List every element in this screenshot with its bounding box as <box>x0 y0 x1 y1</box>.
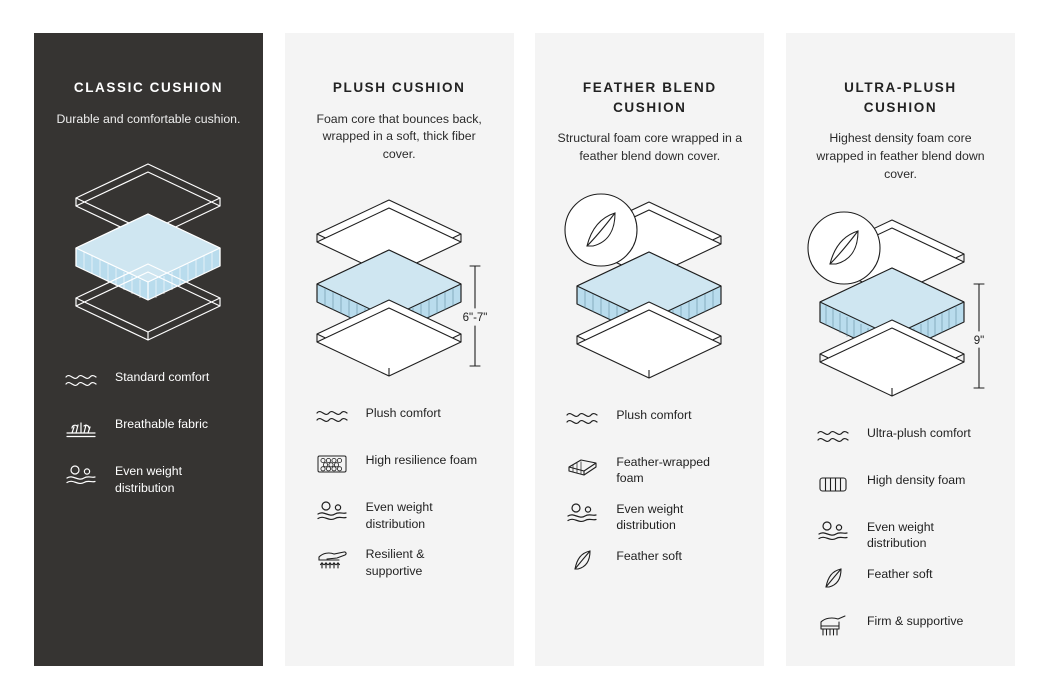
feature-item <box>60 412 241 459</box>
foam-block-icon <box>561 451 603 481</box>
dimension-label: 9" <box>973 334 985 347</box>
wave-comfort-icon <box>561 404 603 434</box>
layer-stack-illustration <box>285 178 514 383</box>
feature-item <box>561 544 742 591</box>
feature-label: Resilient & supportive <box>365 547 425 578</box>
leaf-icon <box>561 545 603 575</box>
weight-distribution-icon <box>311 496 353 526</box>
cushion-layer-diagram-feather <box>535 180 764 385</box>
feature-label: Plush comfort <box>365 406 441 421</box>
feature-item <box>311 448 492 495</box>
density-foam-icon <box>812 469 854 499</box>
firm-support-icon <box>812 610 854 640</box>
card-title: CLASSIC CUSHION <box>73 80 224 95</box>
feature-label: Feather soft <box>616 548 682 563</box>
feature-label: Feather soft <box>866 566 933 581</box>
support-hand-icon <box>311 543 353 573</box>
card-title: FEATHER BLEND CUSHION <box>582 80 717 115</box>
leaf-icon <box>812 563 854 593</box>
feature-item <box>561 497 742 544</box>
layer-stack-illustration <box>535 180 764 385</box>
feature-item <box>812 609 993 656</box>
card-description: Foam core that bounces back, wrapped in a soft, thick fiber cover. <box>316 111 482 162</box>
feature-label: Plush comfort <box>616 407 692 422</box>
feature-list <box>285 401 514 589</box>
feature-label: High resilience foam <box>365 453 478 468</box>
feature-label: Firm & supportive <box>866 613 964 628</box>
card-ultra-plush-cushion <box>786 33 1015 666</box>
card-title: ULTRA-PLUSH CUSHION <box>844 80 957 115</box>
feature-label: Even weight distribution <box>115 464 182 495</box>
feature-list <box>786 421 1015 656</box>
breathable-fabric-icon <box>60 413 102 443</box>
wave-comfort-icon <box>311 402 353 432</box>
cushion-layer-diagram-plush <box>285 178 514 383</box>
card-title: PLUSH CUSHION <box>332 80 466 95</box>
feature-label: Breathable fabric <box>115 417 208 432</box>
feature-list <box>535 403 764 591</box>
feature-item <box>311 495 492 542</box>
wave-comfort-icon <box>60 366 102 396</box>
card-description: Highest density foam core wrapped in feather blend down cover. <box>816 131 985 181</box>
feature-item <box>561 403 742 450</box>
layer-stack-illustration <box>786 198 1015 403</box>
leaf-badge <box>808 212 880 284</box>
cushion-layer-diagram-classic <box>34 142 263 347</box>
feature-item <box>561 450 742 497</box>
feature-item <box>812 421 993 468</box>
card-feather-blend-cushion <box>535 33 764 666</box>
weight-distribution-icon <box>60 460 102 490</box>
card-classic-cushion <box>34 33 263 666</box>
feature-item <box>60 459 241 506</box>
feature-item <box>812 515 993 562</box>
honeycomb-foam-icon <box>311 449 353 479</box>
weight-distribution-icon <box>812 516 854 546</box>
weight-distribution-icon <box>561 498 603 528</box>
dimension-label: 6"-7" <box>462 312 488 325</box>
feature-item <box>812 468 993 515</box>
feature-list <box>34 365 263 506</box>
feature-label: Even weight distribution <box>365 500 433 531</box>
feature-item <box>812 562 993 609</box>
card-description: Durable and comfortable cushion. <box>56 111 241 126</box>
wave-comfort-icon <box>812 422 854 452</box>
cushion-layer-diagram-ultra-plush <box>786 198 1015 403</box>
card-plush-cushion <box>285 33 514 666</box>
feature-item <box>311 542 492 589</box>
leaf-badge <box>565 194 637 266</box>
card-description: Structural foam core wrapped in a feather blend down cover. <box>557 131 743 163</box>
feature-item <box>60 365 241 412</box>
feature-label: Even weight distribution <box>616 501 684 533</box>
feature-label: Ultra-plush comfort <box>866 425 971 440</box>
feature-item <box>311 401 492 448</box>
feature-label: Even weight distribution <box>866 519 934 551</box>
feature-label: Feather-wrapped foam <box>616 454 710 486</box>
feature-label: High density foam <box>866 472 966 487</box>
layer-stack-illustration <box>34 142 263 347</box>
feature-label: Standard comfort <box>115 370 210 385</box>
